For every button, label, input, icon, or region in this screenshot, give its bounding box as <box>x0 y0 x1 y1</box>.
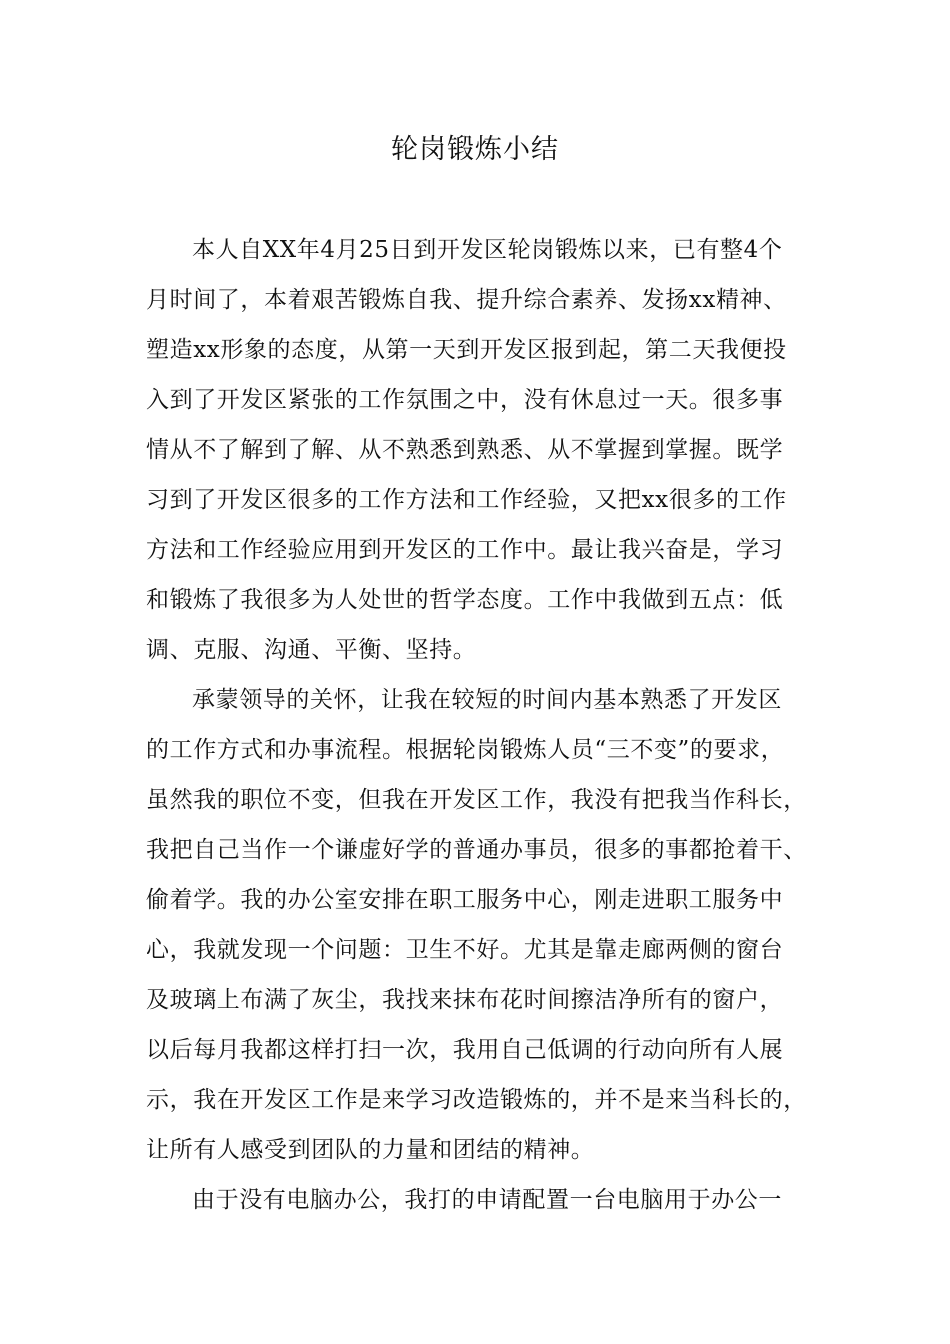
paragraph-2-line-2: 的工作方式和办事流程。根据轮岗锻炼人员“三不变”的要求， <box>146 737 785 763</box>
paragraph-2-line-10: 让所有人感受到团队的力量和团结的精神。 <box>146 1137 595 1163</box>
paragraph-1-line-1: 本人自XX年4月25日到开发区轮岗锻炼以来，已有整4个 <box>192 237 783 263</box>
paragraph-1-line-8: 和锻炼了我很多为人处世的哲学态度。工作中我做到五点：低 <box>146 587 784 613</box>
paragraph-1-line-7: 方法和工作经验应用到开发区的工作中。最让我兴奋是，学习 <box>146 537 784 563</box>
paragraph-1-line-5: 情从不了解到了解、从不熟悉到熟悉、从不掌握到掌握。既学 <box>146 437 784 463</box>
paragraph-2-line-4: 我把自己当作一个谦虚好学的普通办事员，很多的事都抢着干、 <box>146 837 807 863</box>
paragraph-2-line-5: 偷着学。我的办公室安排在职工服务中心，刚走进职工服务中 <box>146 887 784 913</box>
document-title: 轮岗锻炼小结 <box>391 134 559 165</box>
paragraph-2-line-8: 以后每月我都这样打扫一次，我用自己低调的行动向所有人展 <box>146 1037 784 1063</box>
paragraph-2-line-3: 虽然我的职位不变，但我在开发区工作，我没有把我当作科长， <box>146 787 807 813</box>
paragraph-1-line-3: 塑造xx形象的态度，从第一天到开发区报到起，第二天我便投 <box>146 337 787 363</box>
paragraph-1-line-9: 调、克服、沟通、平衡、坚持。 <box>146 637 477 663</box>
paragraph-1-line-2: 月时间了，本着艰苦锻炼自我、提升综合素养、发扬xx精神、 <box>146 287 787 313</box>
paragraph-2-line-6: 心，我就发现一个问题：卫生不好。尤其是靠走廊两侧的窗台 <box>146 937 784 963</box>
paragraph-2-line-9: 示，我在开发区工作是来学习改造锻炼的，并不是来当科长的， <box>146 1087 807 1113</box>
paragraph-3-line-1: 由于没有电脑办公，我打的申请配置一台电脑用于办公一 <box>192 1187 782 1213</box>
paragraph-1-line-4: 入到了开发区紧张的工作氛围之中，没有休息过一天。很多事 <box>146 387 784 413</box>
paragraph-1-line-6: 习到了开发区很多的工作方法和工作经验，又把xx很多的工作 <box>146 487 787 513</box>
paragraph-2-line-1: 承蒙领导的关怀，让我在较短的时间内基本熟悉了开发区 <box>192 687 782 713</box>
paragraph-2-line-7: 及玻璃上布满了灰尘，我找来抹布花时间擦洁净所有的窗户， <box>146 987 784 1013</box>
